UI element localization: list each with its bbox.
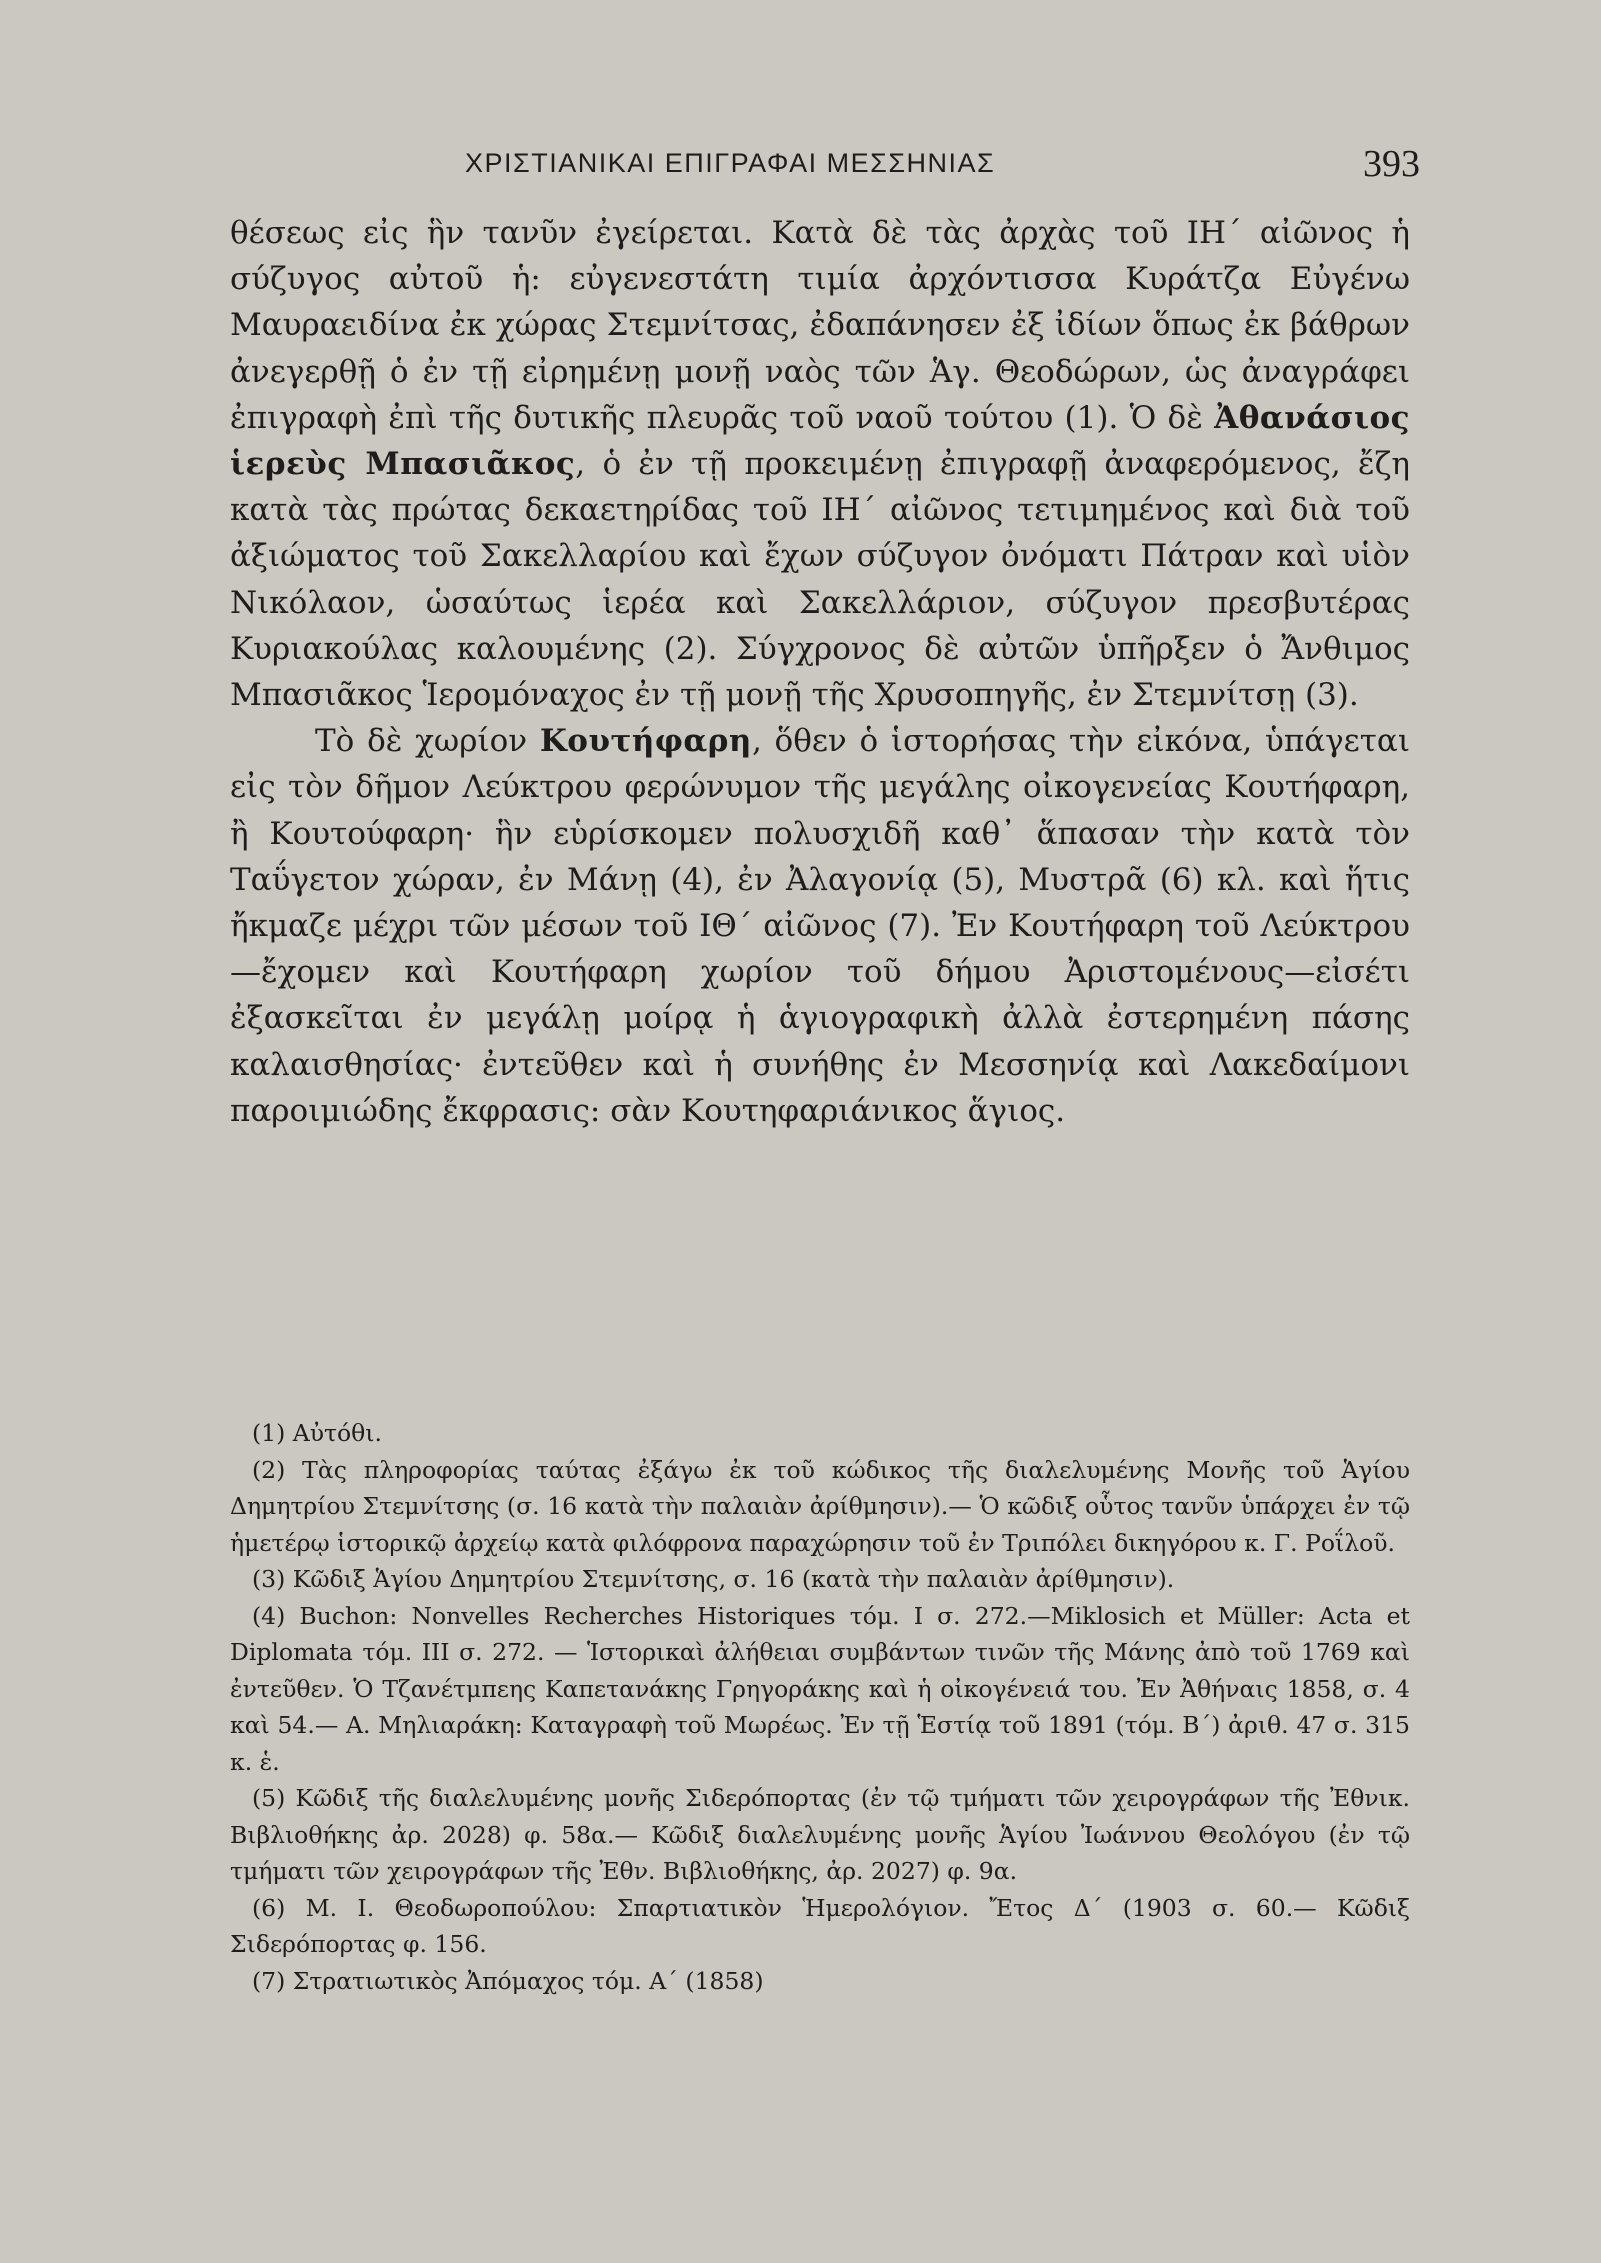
- footnote-6: (6) Μ. Ι. Θεοδωροπούλου: Σπαρτιατικὸν Ἡμερολόγιον. Ἔτος Δ΄ (1903 σ. 60.— Κῶδιξ Σιδερόπορτας φ. 156.: [230, 1893, 1410, 1958]
- paragraph-2-text-b: , ὅθεν ὁ ἱστορήσας τὴν εἰκόνα, ὑπάγεται εἰς τὸν δῆμον Λεύκτρου φερώνυμον τῆς μεγάλης οἰκογενείας Κουτήφαρη, ἢ Κουτούφαρη· ἣν εὑρίσκομεν πολυσχιδῆ καθ᾽ ἅπασαν τὴν κατὰ τὸν Ταΰγετον χώραν, ἐν Μάνῃ (4), ἐν Ἀλαγονίᾳ (5), Μυστρᾶ (6) κλ. καὶ ἥτις ἤκμαζε μέχρι τῶν μέσων τοῦ ΙΘ΄ αἰῶνος (7). Ἐν Κουτήφαρη τοῦ Λεύκτρου—ἔχομεν καὶ Κουτήφαρη χωρίον τοῦ δήμου Ἀριστομένους—εἰσέτι ἐξασκεῖται ἐν μεγάλῃ μοίρᾳ ἡ ἁγιογραφικὴ ἀλλὰ ἐστερημένη πάσης καλαισθησίας· ἐντεῦθεν καὶ ἡ συνήθης ἐν Μεσσηνίᾳ καὶ Λακεδαίμονι παροιμιώδης ἔκφρασις: σὰν Κουτηφαριάνικος ἅγιος.: [230, 723, 1410, 1129]
- footnote-3: (3) Κῶδιξ Ἁγίου Δημητρίου Στεμνίτσης, σ. 16 (κατὰ τὴν παλαιὰν ἀρίθμησιν).: [252, 1565, 1175, 1593]
- paragraph-1: [230, 210, 1410, 718]
- running-title: ΧΡΙΣΤΙΑΝΙΚΑΙ ΕΠΙΓΡΑΦΑΙ ΜΕΣΣΗΝΙΑΣ: [465, 148, 996, 178]
- footnote-2: (2) Τὰς πληροφορίας ταύτας ἐξάγω ἐκ τοῦ κώδικος τῆς διαλελυμένης Μονῆς τοῦ Ἁγίου Δημητρίου Στεμνίτσης (σ. 16 κατὰ τὴν παλαιὰν ἀρίθμησιν).— Ὁ κῶδιξ οὗτος τανῦν ὑπάρχει ἐν τῷ ἡμετέρῳ ἱστορικῷ ἀρχείῳ κατὰ φιλόφρονα παραχώρησιν τοῦ ἐν Τριπόλει δικηγόρου κ. Γ. Ροΐλοῦ.: [230, 1455, 1410, 1557]
- paragraph-2-bold-name: Κουτήφαρη: [539, 723, 752, 760]
- paragraph-2: [230, 718, 1410, 1134]
- page-header: [230, 140, 1420, 190]
- paragraph-1-bold-name: Ἀθανάσιος ἱερεὺς Μπασιᾶκος: [230, 399, 1410, 483]
- paragraph-2-text-a: Τὸ δὲ χωρίον: [315, 723, 528, 760]
- footnote-5: (5) Κῶδιξ τῆς διαλελυμένης μονῆς Σιδερόπορτας (ἐν τῷ τμήματι τῶν χειρογράφων τῆς Ἐθνικ. Βιβλιοθήκης ἀρ. 2028) φ. 58α.— Κῶδιξ διαλελυμένης μονῆς Ἁγίου Ἰωάννου Θεολόγου (ἐν τῷ τμήματι τῶν χειρογράφων τῆς Ἐθν. Βιβλιοθήκης, ἀρ. 2027) φ. 9α.: [230, 1784, 1410, 1885]
- footnotes: [230, 1415, 1410, 1999]
- footnote-1: (1) Αὐτόθι.: [252, 1419, 382, 1447]
- page-number: 393: [1363, 143, 1420, 185]
- paragraph-1-text-a: θέσεως εἰς ἣν τανῦν ἐγείρεται. Κατὰ δὲ τὰς ἀρχὰς τοῦ ΙΗ΄ αἰῶνος ἡ σύζυγος αὐτοῦ ἡ: εὐγενεστάτη τιμία ἀρχόντισσα Κυράτζα Εὐγένω Μαυραειδίνα ἐκ χώρας Στεμνίτσας, ἐδαπάνησεν ἐξ ἰδίων ὅπως ἐκ βάθρων ἀνεγερθῇ ὁ ἐν τῇ εἰρημένῃ μονῇ ναὸς τῶν Ἁγ. Θεοδώρων, ὡς ἀναγράφει ἐπιγραφὴ ἐπὶ τῆς δυτικῆς πλευρᾶς τοῦ ναοῦ τούτου (1). Ὁ δὲ: [230, 215, 1410, 436]
- footnote-4: (4) Buchon: Nonvelles Recherches Historiques τόμ. Ι σ. 272.—Miklosich et Müller: Acta et Diplomata τόμ. ΙΙΙ σ. 272. — Ἱστορικαὶ ἀλήθειαι συμβάντων τινῶν τῆς Μάνης ἀπὸ τοῦ 1769 καὶ ἐντεῦθεν. Ὁ Τζανέτμπεης Καπετανάκης Γρηγοράκης καὶ ἡ οἰκογένειά του. Ἐν Ἀθήναις 1858, σ. 4 καὶ 54.— Α. Μηλιαράκη: Καταγραφὴ τοῦ Μωρέως. Ἐν τῇ Ἑστίᾳ τοῦ 1891 (τόμ. Β΄) ἀριθ. 47 σ. 315 κ. ἑ.: [230, 1601, 1410, 1776]
- main-text: [230, 210, 1410, 1134]
- paragraph-1-text-b: , ὁ ἐν τῇ προκειμένῃ ἐπιγραφῇ ἀναφερόμενος, ἔζη κατὰ τὰς πρώτας δεκαετηρίδας τοῦ ΙΗ΄ αἰῶνος τετιμημένος καὶ διὰ τοῦ ἀξιώματος τοῦ Σακελλαρίου καὶ ἔχων σύζυγον ὀνόματι Πάτραν καὶ υἱὸν Νικόλαον, ὡσαύτως ἱερέα καὶ Σακελλάριον, σύζυγον πρεσβυτέρας Κυριακούλας καλουμένης (2). Σύγχρονος δὲ αὐτῶν ὑπῆρξεν ὁ Ἄνθιμος Μπασιᾶκος Ἱερομόναχος ἐν τῇ μονῇ τῆς Χρυσοπηγῆς, ἐν Στεμνίτσῃ (3).: [230, 446, 1410, 714]
- footnote-7: (7) Στρατιωτικὸς Ἀπόμαχος τόμ. Α΄ (1858): [252, 1966, 764, 1995]
